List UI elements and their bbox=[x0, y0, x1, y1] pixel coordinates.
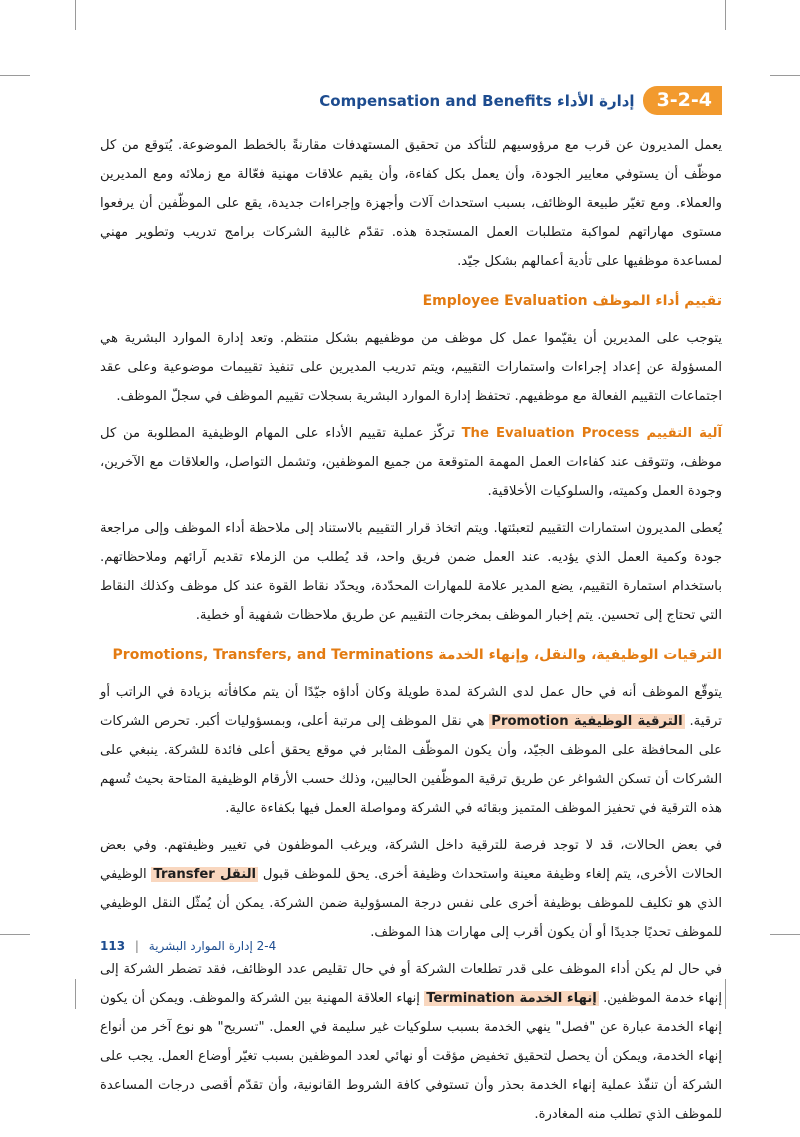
evaluation-process-paragraph bbox=[100, 419, 722, 506]
transfer-text-a: في بعض الحالات، قد لا توجد فرصة للترقية داخل الشركة، ويرغب الموظفون في تغيير وظيفتهم. وفي بعض الحالات الأخرى، يتم إلغاء وظيفة معينة واستحداث وظيفة أخرى. يحق للموظف قبول bbox=[100, 838, 722, 882]
transfer-text-b: الوظيفي الذي هو تكليف للموظف بوظيفة أخرى على نفس درجة المسؤولية ضمن الشركة. يمكن أن يُمثّل النقل الوظيفي للموظف تحديًا جديدًا أو أن يكون أقرب إلى مهارات هذا الموظف. bbox=[100, 867, 722, 940]
section-title: إدارة الأداء Compensation and Benefits bbox=[319, 91, 635, 110]
evaluation-paragraph: يتوجب على المديرين أن يقيّموا عمل كل موظف من موظفيهم بشكل منتظم. وتعد إدارة الموارد البشرية هي المسؤولة عن إعداد إجراءات واستمارات التقييم، ويتم تدريب المديرين على تنفيذ تقييمات موضوعية وعلى عقد اجتماعات التقييم الفعالة مع موظفيهم. تحتفظ إدارة الموارد البشرية بسجلات تقييم الموظف في سجلّ الموظف. bbox=[100, 331, 722, 404]
evaluation-heading: تقييم أداء الموظف Employee Evaluation bbox=[422, 293, 722, 309]
section-number: 3-2-4 bbox=[643, 86, 722, 115]
page-number: 113 bbox=[100, 939, 126, 953]
crop-mark bbox=[75, 979, 76, 1009]
crop-mark bbox=[0, 75, 30, 76]
promotion-text-a: يتوقّع الموظف أنه في حال عمل لدى الشركة لمدة طويلة وكان أداؤه جيّدًا أن يتم مكافأته بزيادة في الراتب أو ترقية. bbox=[100, 685, 722, 729]
crop-mark bbox=[725, 0, 726, 30]
crop-mark bbox=[0, 934, 30, 935]
termination-term: إنهاء الخدمة Termination bbox=[426, 991, 597, 1006]
transfer-paragraph bbox=[100, 831, 722, 947]
section-header bbox=[319, 86, 722, 115]
crop-mark bbox=[725, 979, 726, 1009]
evaluation-process-text: تركّز عملية تقييم الأداء على المهام الوظيفية المطلوبة من كل موظف، وتتوقف عند كفاءات العمل المهمة المتوقعة من جميع الموظفين، وتشمل التواصل، والعلاقات مع الآخرين، وجودة العمل وكميته، والسلوكيات الأخلاقية. bbox=[100, 426, 722, 499]
intro-paragraph: يعمل المديرون عن قرب مع مرؤوسيهم للتأكد من تحقيق المستهدفات مقارنةً بالخطط الموضوعة. يُتوقع من كل موظّف أن يستوفي معايير الجودة، وأن يعمل بكل كفاءة، وأن يقيم علاقات مهنية فعّالة مع زملائه ومع المديرين والعملاء. ومع تغيّر طبيعة الوظائف، بسبب استحداث آلات وأجهزة وإجراءات جديدة، يقع على الموظّفين أن يرفعوا مستوى مهاراتهم لمواكبة متطلبات العمل المستجدة هذه. تقدّم غالبية الشركات برامج تدريب وتطوير مهني لمساعدة موظفيها على تأدية أعمالهم بشكل جيّد. bbox=[100, 138, 722, 269]
promotion-paragraph bbox=[100, 678, 722, 823]
promotions-heading: الترقيات الوظيفية، والنقل، وإنهاء الخدمة Promotions, Transfers, and Terminations bbox=[112, 647, 722, 663]
promotion-term: الترقية الوظيفية Promotion bbox=[491, 714, 683, 729]
page-body bbox=[100, 131, 722, 1137]
termination-paragraph bbox=[100, 955, 722, 1129]
termination-text-b: إنهاء العلاقة المهنية بين الشركة والموظف. ويمكن أن يكون إنهاء الخدمة عبارة عن "فصل" ينهي الخدمة بسبب سلوكيات غير سليمة في العمل. "تسريح" هو نوع آخر من أنواع إنهاء الخدمة، ويمكن أن يحصل لتحقيق تخفيض مؤقت أو نهائي لعدد الموظفين بسبب تغيّر أوضاع العمل. يجب على الشركة أن تنفّذ عملية إنهاء الخدمة بحذر وأن تستوفي كافة الشروط القانونية، وأن تقدّم أقصى درجات المساعدة للموظف الذي تطلب منه المغادرة. bbox=[100, 991, 722, 1122]
promotion-text-b: هي نقل الموظف إلى مرتبة أعلى، وبمسؤوليات أكبر. تحرص الشركات على المحافظة على الموظف الجيّد، وأن يكون الموظّف المثابر في موقع يحقق أعلى فائدة للشركة. ينبغي على الشركات أن تسكن الشواغر عن طريق ترقية الموظّفين الحاليين، وذلك حسب الأرقام الوظيفية المتاحة بحيث تُسهم هذه الترقية في تحفيز الموظف المتميز وبقائه في الشركة ومواصلة العمل فيها بكفاءة عالية. bbox=[100, 714, 722, 816]
chapter-label: 2-4 إدارة الموارد البشرية bbox=[148, 939, 277, 953]
evaluation-forms-paragraph: يُعطى المديرون استمارات التقييم لتعبئتها. ويتم اتخاذ قرار التقييم بالاستناد إلى ملاحظة أداء الموظف وإلى مراجعة جودة وكمية العمل الذي يؤديه. عند العمل ضمن فريق واحد، قد يُطلب من الزملاء تقديم آرائهم وملاحظاتهم. باستخدام استمارة التقييم، يضع المدير علامة للمهارات المحدّدة، ويحدّد نقاط القوة عند كل موظف وكذلك النقاط التي تحتاج إلى تحسين. يتم إخبار الموظف بمخرجات التقييم عن طريق ملاحظات شفهية أو خطية. bbox=[100, 521, 722, 623]
evaluation-process-term: آلية التقييم The Evaluation Process bbox=[461, 426, 722, 441]
footer-separator: | bbox=[134, 939, 139, 953]
page-footer bbox=[100, 939, 276, 953]
crop-mark bbox=[770, 75, 800, 76]
crop-mark bbox=[75, 0, 76, 30]
termination-text-a: في حال لم يكن أداء الموظف على قدر تطلعات الشركة أو في حال تقليص عدد الوظائف، فقد تضطر الشركة إلى إنهاء خدمة الموظفين. bbox=[100, 962, 722, 1006]
transfer-term: النقل Transfer bbox=[153, 867, 257, 882]
crop-mark bbox=[770, 934, 800, 935]
